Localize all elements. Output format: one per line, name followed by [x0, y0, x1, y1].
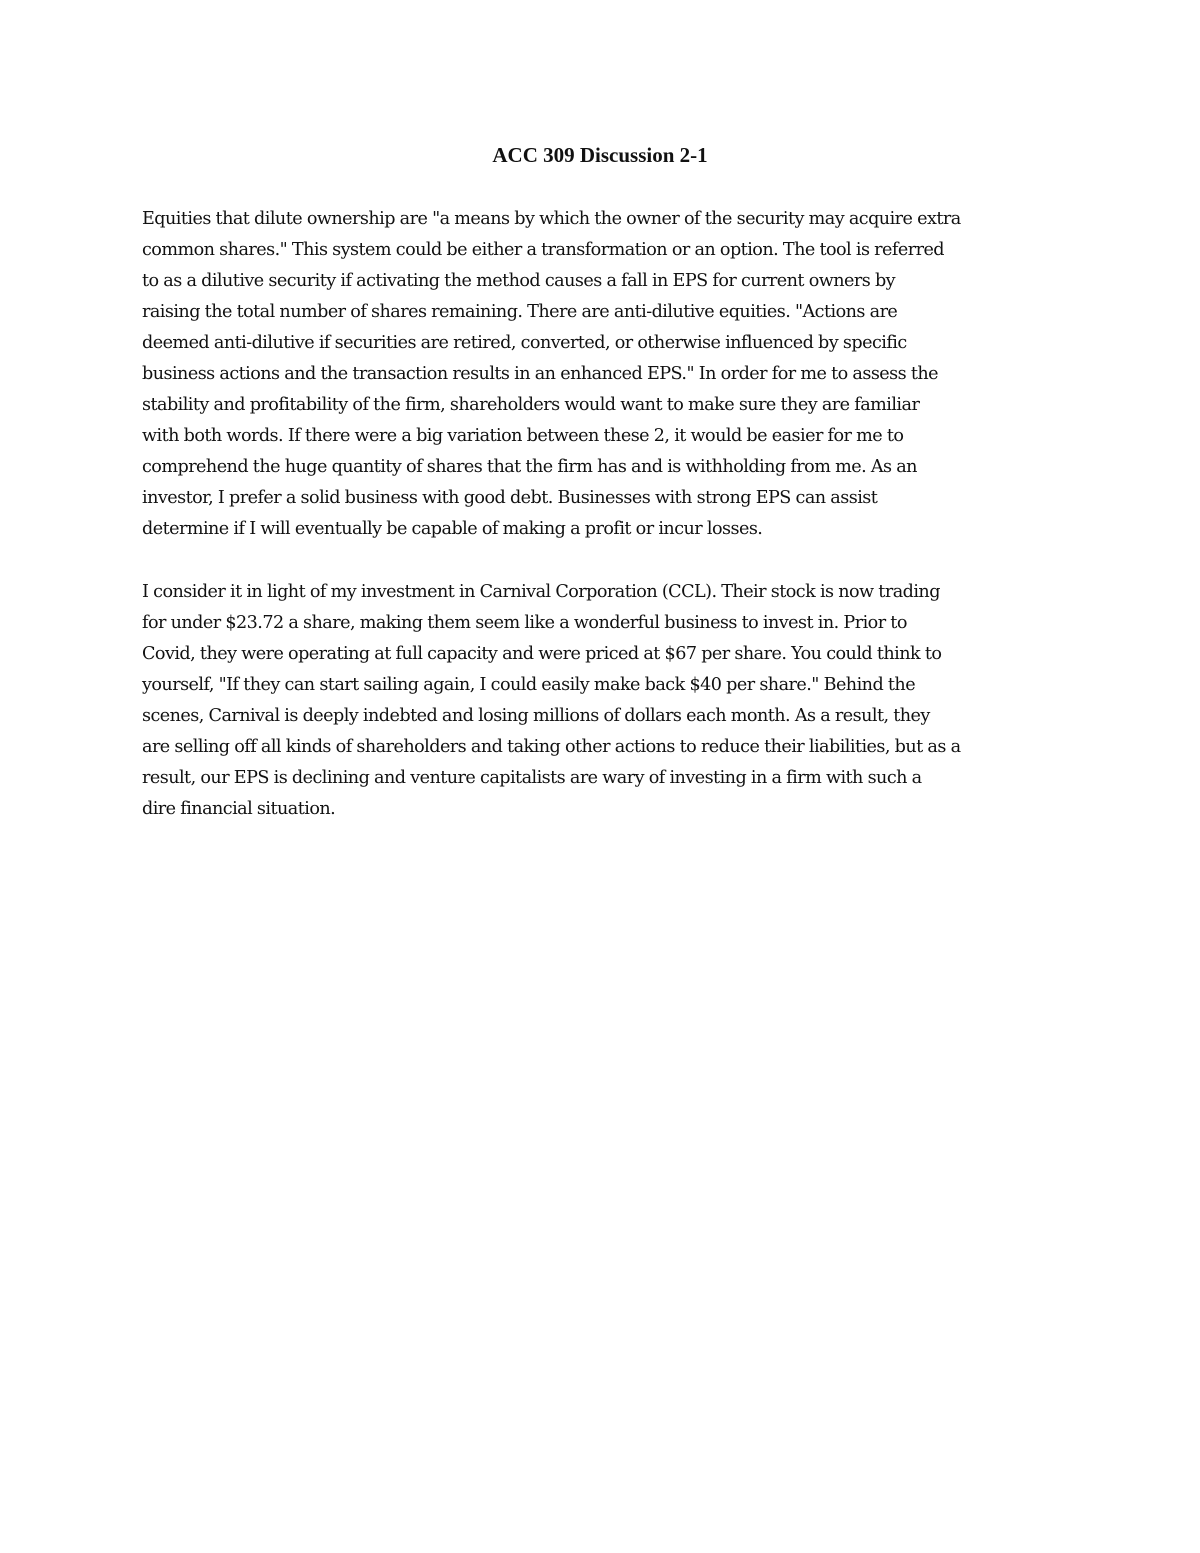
paragraph-dilutive-securities [142, 204, 1072, 546]
text-line: investor, I prefer a solid business with good debt. Businesses with strong EPS can assist [142, 488, 878, 509]
document-title: ACC 309 Discussion 2-1 [492, 143, 708, 167]
text-line: to as a dilutive security if activating the method causes a fall in EPS for current owners by [142, 271, 896, 292]
text-line: dire financial situation. [142, 798, 336, 819]
text-line: Equities that dilute ownership are "a means by which the owner of the security may acquire extra [142, 209, 961, 229]
text-line: common shares." This system could be either a transformation or an option. The tool is referred [142, 240, 945, 261]
text-line: yourself, "If they can start sailing again, I could easily make back $40 per share." Behind the [142, 674, 916, 695]
text-line: business actions and the transaction results in an enhanced EPS." In order for me to assess the [142, 364, 939, 385]
text-line: determine if I will eventually be capable of making a profit or incur losses. [142, 519, 763, 540]
text-line: scenes, Carnival is deeply indebted and losing millions of dollars each month. As a result, they [142, 705, 930, 726]
document-body [142, 204, 1072, 825]
text-line: are selling off all kinds of shareholders and taking other actions to reduce their liabilities, but as a [142, 736, 961, 757]
text-line: for under $23.72 a share, making them seem like a wonderful business to invest in. Prior to [142, 612, 907, 633]
text-line: with both words. If there were a big variation between these 2, it would be easier for me to [142, 426, 904, 447]
text-line: Covid, they were operating at full capacity and were priced at $67 per share. You could think to [142, 643, 942, 664]
text-line: deemed anti-dilutive if securities are retired, converted, or otherwise influenced by specific [142, 333, 907, 354]
text-line: comprehend the huge quantity of shares that the firm has and is withholding from me. As an [142, 457, 917, 478]
text-line: result, our EPS is declining and venture capitalists are wary of investing in a firm with such a [142, 767, 922, 788]
text-line: stability and profitability of the firm, shareholders would want to make sure they are familiar [142, 395, 920, 416]
paragraph-carnival-example [142, 577, 1072, 825]
text-line: I consider it in light of my investment in Carnival Corporation (CCL). Their stock is now trading [142, 581, 940, 602]
text-line: raising the total number of shares remaining. There are anti-dilutive equities. "Actions are [142, 302, 898, 323]
